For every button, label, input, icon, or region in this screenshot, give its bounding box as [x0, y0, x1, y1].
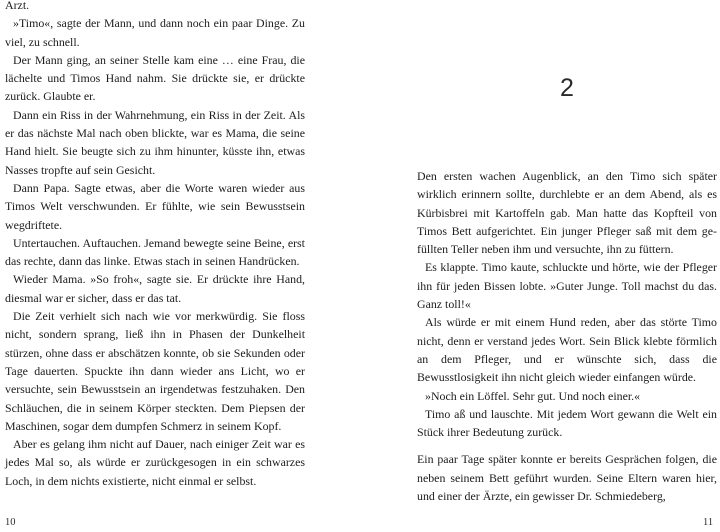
paragraph: Es klappte. Timo kaute, schluckte und hörte, wie der Pfleger ihn für jeden Bissen lobte. »Guter Junge. Toll machst du das. Ganz toll!« [417, 260, 717, 312]
paragraph: »Timo«, sagte der Mann, und dann noch ein paar Dinge. Zu viel, zu schnell. [5, 16, 305, 49]
right-page-text [417, 167, 717, 505]
paragraph: Untertauchen. Auftauchen. Jemand bewegte seine Beine, erst das rechte, dann das linke. Etwas stach in seinen Handrücken. [5, 235, 305, 269]
paragraph: Dann Papa. Sagte etwas, aber die Worte waren wieder aus Timos Welt verschwunden. Er fühlte, wie sein Bewusstsein wegdriftete. [5, 180, 305, 232]
paragraph: Der Mann ging, an seiner Stelle kam eine … eine Frau, die lächelte und Timos Hand nahm. Sie drückte sie, er drückte zurück. Glaubte er. [5, 52, 305, 104]
chapter-number: 2 [560, 74, 574, 102]
paragraph: Dann ein Riss in der Wahrnehmung, ein Riss in der Zeit. Als er das nächste Mal nach oben blickte, war es Mama, die seine Hand hielt. Sie beugte sich zu ihm hinunter, küsste ihn, etwas Nasses tropfte auf sein Gesicht. [5, 107, 305, 177]
paragraph: Arzt. [5, 0, 30, 12]
paragraph: Den ersten wachen Augenblick, an den Timo sich später wirklich erinnern sollte, durchlebte er an dem Abend, als es Kürbisbrei mit Kartoffeln gab. Man hatte das Kopfteil von Timos Bett aufgerichtet. Ein junger Pfleger saß mit dem gefüllten Teller neben ihm und versuchte, ihn zu füttern. [417, 169, 717, 257]
paragraph: Wieder Mama. »So froh«, sagte sie. Er drückte ihre Hand, diesmal war er sicher, dass er das tat. [5, 272, 305, 305]
left-page-text [5, 0, 305, 490]
page-number-right: 11 [703, 517, 714, 528]
page-number-left: 10 [5, 517, 16, 528]
paragraph: Aber es gelang ihm nicht auf Dauer, nach einiger Zeit war es jedes Mal so, als würde er zurückgesogen in ein schwarzes Loch, in dem nichts existierte, nicht einmal er selbst. [5, 437, 305, 488]
right-page [360, 0, 720, 532]
paragraph: Ein paar Tage später konnte er bereits Gesprächen folgen, die neben seinem Bett geführt wurden. Seine Eltern waren hier, und einer der Ärzte, ein gewisser Dr. Schmiedeberg, [417, 452, 717, 504]
paragraph: Als würde er mit einem Hund reden, aber das störte Timo nicht, denn er verstand jedes Wort. Sein Blick klebte förmlich an dem Pfleger, und er wünschte sich, dass die Bewusstlosigkeit ihn nicht gleich wieder einfangen würde. [417, 315, 717, 385]
paragraph: »Noch ein Löffel. Sehr gut. Und noch einer.« [425, 388, 641, 403]
paragraph: Die Zeit verhielt sich nach wie vor merkwürdig. Sie floss nicht, sondern sprang, ließ ihn in Phasen der Dunkelheit stürzen, ohne dass er abschätzen konnte, ob sie Sekunden oder Tage dauerten. Spuckte ihn dann wieder ans Licht, wo er versuchte, sein Bewusstsein an irgendetwas festzuhaken. Den Schläuchen, die in seinem Körper steckten. Dem Piepsen der Maschinen, sogar dem dumpfen Schmerz in seinem Kopf. [5, 309, 305, 433]
paragraph: Timo aß und lauschte. Mit jedem Wort gewann die Welt ein Stück ihrer Bedeutung zurück. [417, 406, 717, 440]
